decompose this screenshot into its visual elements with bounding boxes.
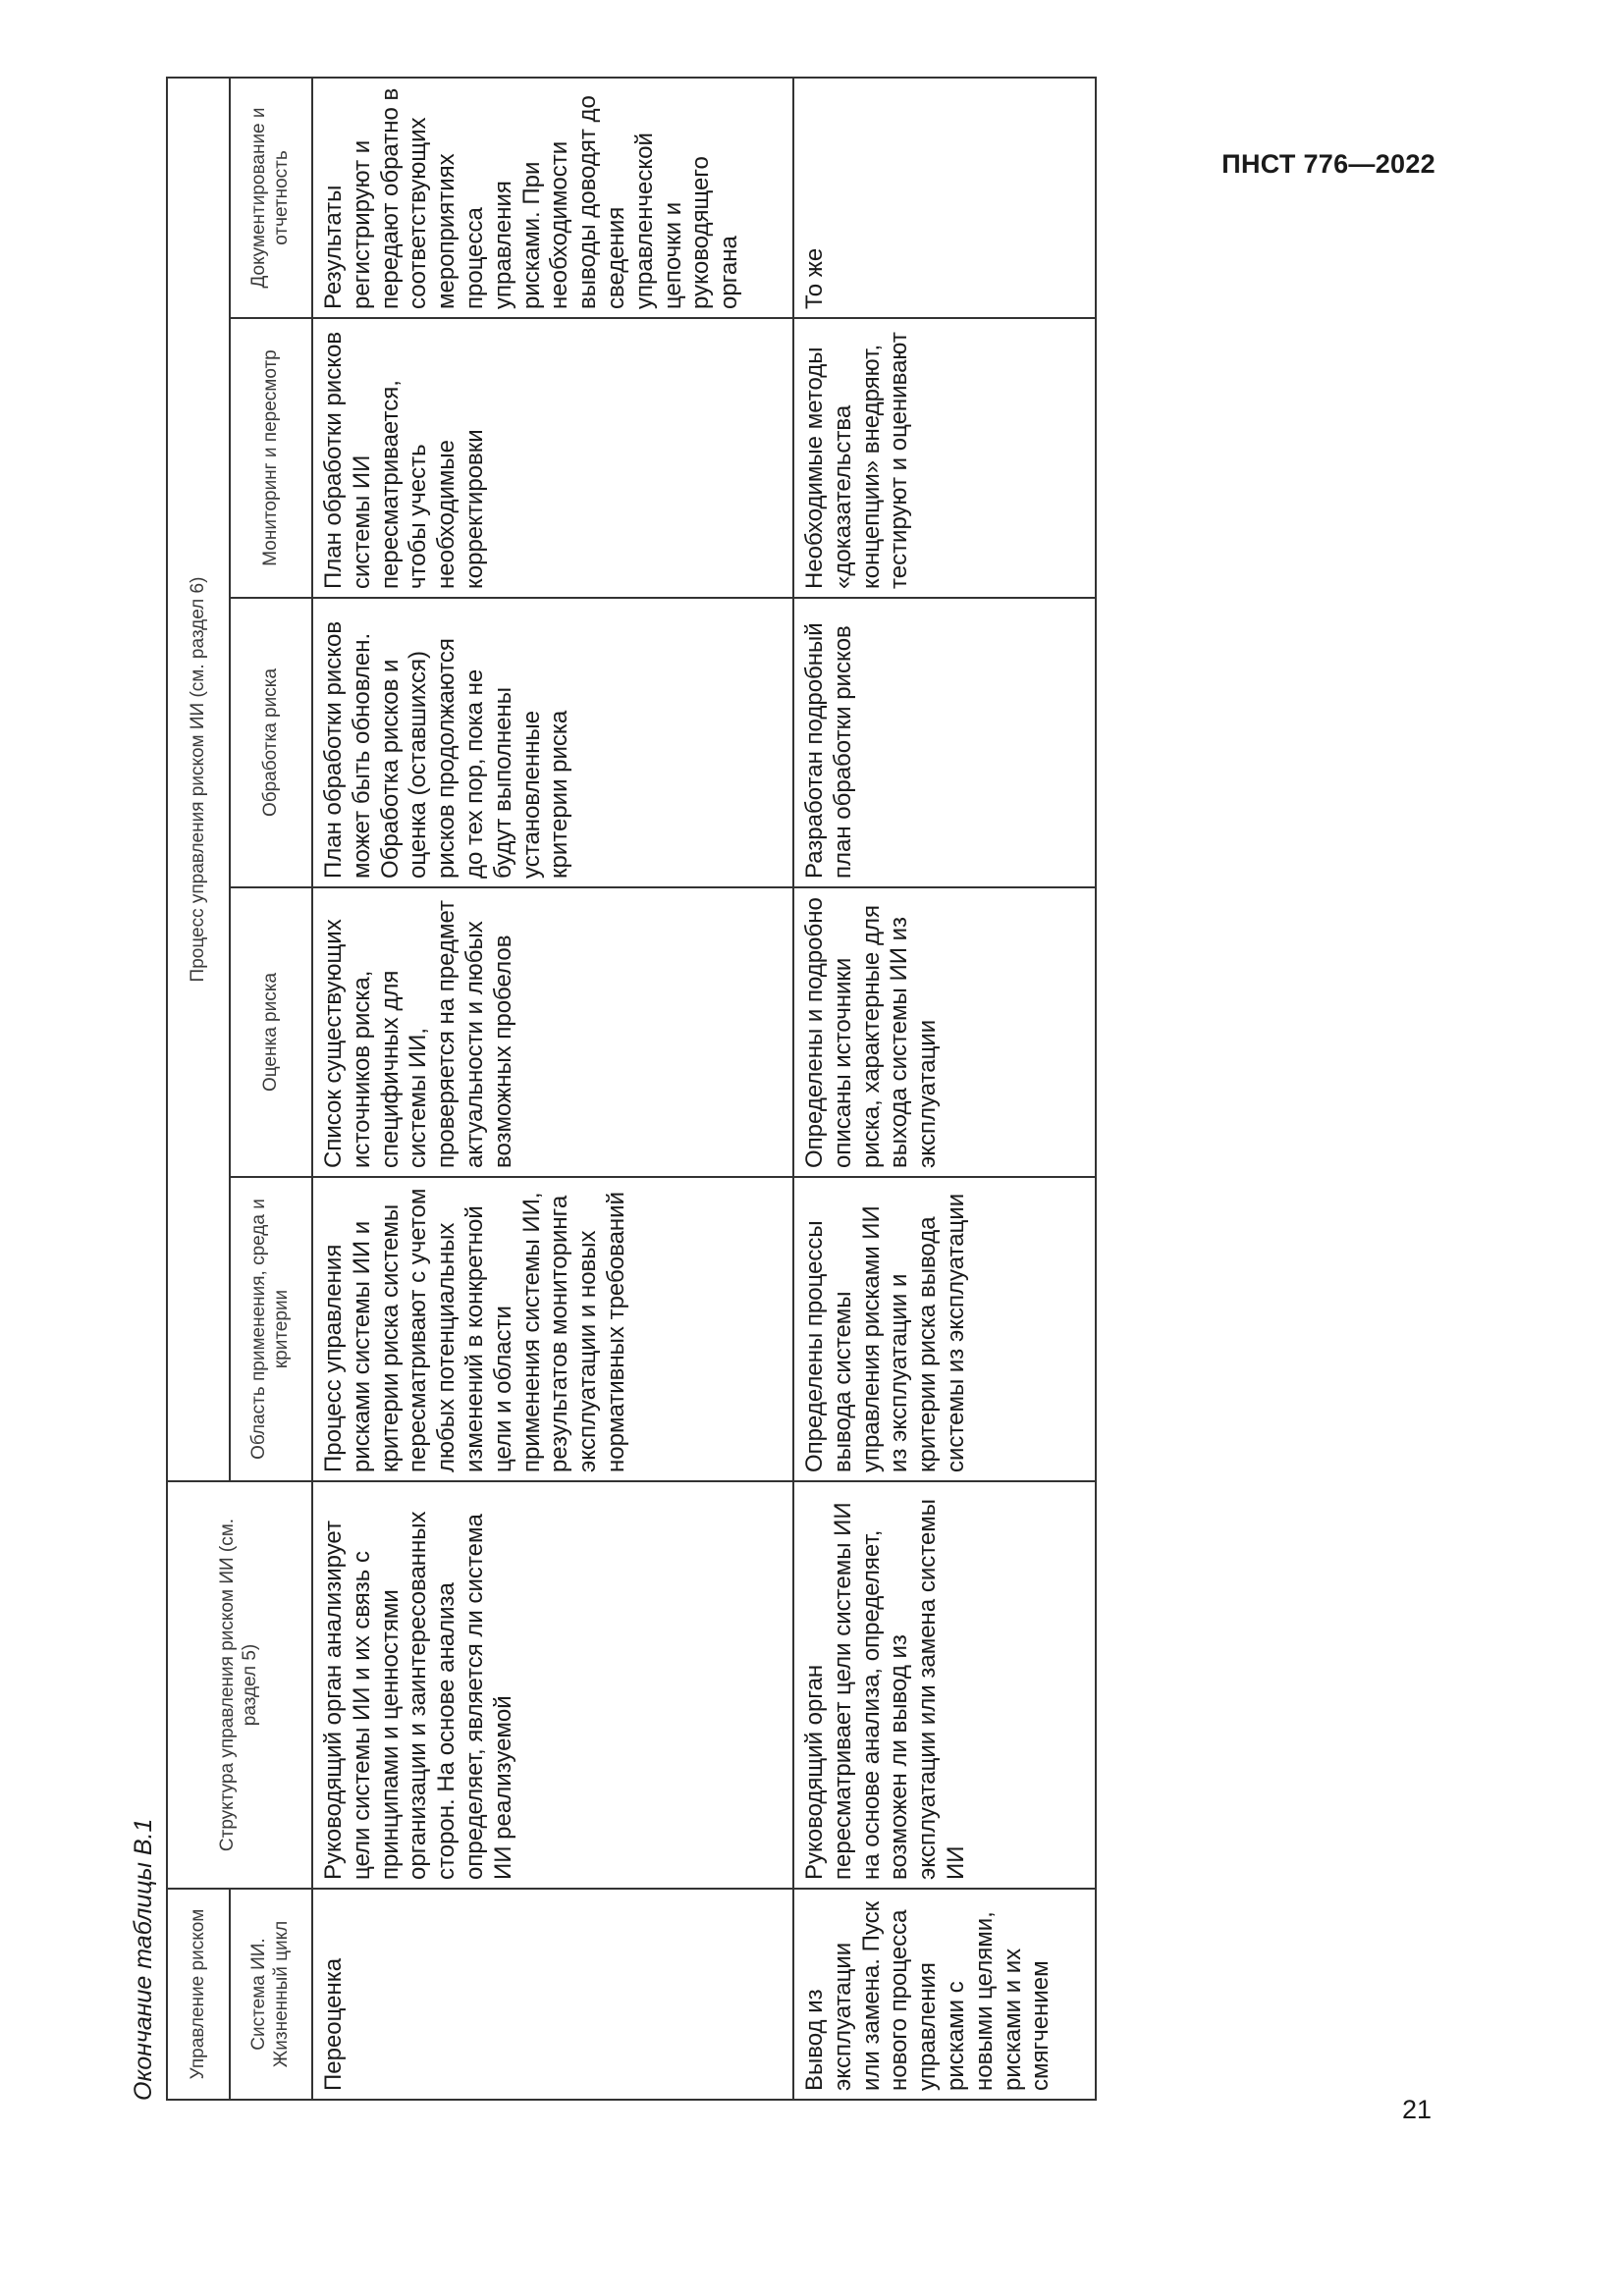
header-monitoring: Мониторинг и пересмотр — [230, 318, 312, 598]
header-documentation: Документирование и отчетность — [230, 78, 312, 318]
rotated-table-block — [123, 87, 1114, 2101]
cell-framework: Руководящий орган пересматривает цели системы ИИ на основе анализа, определяет, возможен ли вывод из эксплуатации или замена системы ИИ — [793, 1481, 1096, 1889]
cell-assessment: Список существующих источников риска, специфичных для системы ИИ, проверяется на предмет актуальности и любых возможных пробелов — [312, 887, 793, 1177]
cell-lifecycle: Переоценка — [312, 1889, 793, 2100]
table-caption: Окончание таблицы В.1 — [130, 1818, 157, 2101]
header-risk-management: Управление риском — [167, 1889, 230, 2100]
cell-assessment: Определены и подробно описаны источники риска, характерные для выхода системы ИИ из эксплуатации — [793, 887, 1096, 1177]
risk-management-table — [166, 77, 1097, 2101]
cell-lifecycle: Вывод из эксплуатации или замена. Пуск нового процесса управления рисками с новыми целями, рисками и их смягчением — [793, 1889, 1096, 2100]
cell-monitoring: План обработки рисков системы ИИ пересматривается, чтобы учесть необходимые корректировки — [312, 318, 793, 598]
header-scope: Область применения, среда и критерии — [230, 1177, 312, 1481]
header-assessment: Оценка риска — [230, 887, 312, 1177]
cell-scope: Процесс управления рисками системы ИИ и критерии риска системы пересматривают с учетом любых потенциальных изменений в конкретной цели и области применения системы ИИ, результатов мониторинга эксплуатации и новых нормативных требований — [312, 1177, 793, 1481]
table-row — [793, 78, 1096, 2100]
cell-scope: Определены процессы вывода системы управления рисками ИИ из эксплуатации и критерии риска вывода системы из эксплуатации — [793, 1177, 1096, 1481]
cell-treatment: План обработки рисков может быть обновлен. Обработка рисков и оценка (оставшихся) рисков продолжаются до тех пор, пока не будут выполнены установленные критерии риска — [312, 598, 793, 887]
header-row-groups — [167, 78, 230, 2100]
cell-treatment: Разработан подробный план обработки рисков — [793, 598, 1096, 887]
page-number: 21 — [1401, 2095, 1432, 2124]
header-lifecycle: Система ИИ. Жизненный цикл — [230, 1889, 312, 2100]
header-treatment: Обработка риска — [230, 598, 312, 887]
header-framework: Структура управления риском ИИ (см. раздел 5) — [167, 1481, 312, 1889]
table-row — [312, 78, 793, 2100]
cell-framework: Руководящий орган анализирует цели системы ИИ и их связь с принципами и ценностями организации и заинтересованных сторон. На основе анализа определяет, является ли система ИИ реализуемой — [312, 1481, 793, 1889]
cell-monitoring: Необходимые методы «доказательства концепции» внедряют, тестируют и оценивают — [793, 318, 1096, 598]
document-code: ПНСТ 776—2022 — [1221, 149, 1435, 179]
cell-documentation: То же — [793, 78, 1096, 318]
header-process: Процесс управления риском ИИ (см. раздел 6) — [167, 78, 230, 1481]
cell-documentation: Результаты регистрируют и передают обратно в соответствующих мероприятиях процесса управления рисками. При необходимости выводы доводят до сведения управленческой цепочки и руководящего органа — [312, 78, 793, 318]
